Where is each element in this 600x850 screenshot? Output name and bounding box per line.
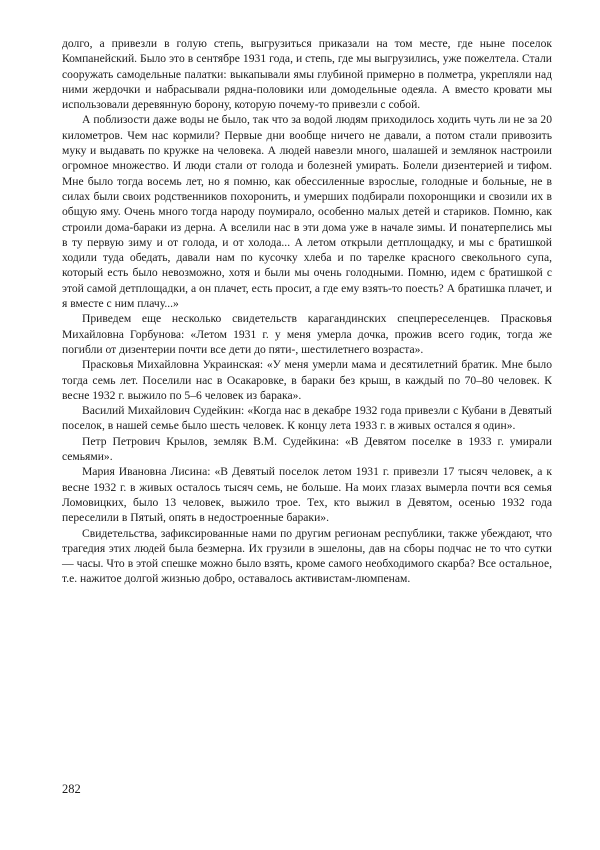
paragraph-8: Свидетельства, зафиксированные нами по другим регионам республики, также убеждают, что трагедия этих людей была безмерна. Их грузили в эшелоны, дав на сборы подчас не то что сутки — часы. Что в этой спешке можно было взять, кроме самого необходимого скарба? Все остальное, т.е. нажитое долгой жизнью добро, оставалось активистам-люмпенам. — [62, 526, 552, 586]
page-number: 282 — [62, 782, 81, 796]
paragraph-6: Петр Петрович Крылов, земляк В.М. Судейкина: «В Девятом поселке в 1933 г. умирали семьями». — [62, 434, 552, 464]
paragraph-4: Прасковья Михайловна Украинская: «У меня умерли мама и десятилетний братик. Мне было тогда семь лет. Поселили нас в Осакаровке, в бараки без крыш, в каждый по 70–80 человек. К весне 1932 г. выжило по 5–6 человек из барака». — [62, 358, 552, 402]
paragraph-1: долго, а привезли в голую степь, выгрузиться приказали на том месте, где ныне поселок Компанейский. Было это в сентябре 1931 года, и степь, где мы выгрузились, уже пожелтела. Стали сооружать самодельные палатки: выкапывали ямы глубиной примерно в полметра, укрепляли над ними жердочки и набрасывали рядна-половики или домодельные одеяла. А вместо кровати мы использовали деревянную борону, которую почему-то привезли с собой. — [62, 37, 552, 112]
paragraph-7: Мария Ивановна Лисина: «В Девятый поселок летом 1931 г. привезли 17 тысяч человек, а к весне 1932 г. в живых осталось тысяч семь, не больше. На моих глазах вымерла почти вся семья Ломовицких, было 13 человек, выжило трое. Тех, кто выжил в Девятом, осенью 1932 года переселили в Пятый, опять в недостроенные бараки». — [62, 465, 552, 525]
body-text — [62, 36, 552, 587]
paragraph-2: А поблизости даже воды не было, так что за водой людям приходилось ходить чуть ли не за 20 километров. Чем нас кормили? Первые дни вообще ничего не давали, а потом стали привозить муку и выдавать по кружке на человека. А людей навезли много, шалашей и землянок настроили огромное множество. И люди стали от голода и болезней умирать. Болели дизентерией и тифом. Мне было тогда восемь лет, но я помню, как обессиленные взрослые, голодные и больные, не в силах были своих родственников похоронить, и умерших подбирали похоронщики и свозили их в общую яму. Очень много тогда народу поумирало, особенно малых детей и стариков. Помню, как строили дома-бараки из дерна. А вселили нас в эти дома уже в начале зимы. И понатерпелись мы в ту первую зиму и от голода, и от холода... А летом открыли детплощадку, и мы с братишкой ходили туда обедать, давали нам по кусочку хлеба и по тарелке красного свекольного супа, который есть было невозможно, хотя и были мы очень голодными. Помню, идем с братишкой с этой самой детплощадки, а он плачет, есть просит, а где ему взять-то поесть? А братишка плачет, и я вместе с ним плачу...» — [62, 113, 552, 311]
paragraph-3: Приведем еще несколько свидетельств карагандинских спецпереселенцев. Прасковья Михайловна Горбунова: «Летом 1931 г. у меня умерла дочка, прожив всего годик, тогда же погибли от дизентерии почти все дети до пяти-, шестилетнего возраста». — [62, 312, 552, 356]
paragraph-5: Василий Михайлович Судейкин: «Когда нас в декабре 1932 года привезли с Кубани в Девятый поселок, в нашей семье было шесть человек. К концу лета 1933 г. в живых остался я один». — [62, 404, 552, 433]
